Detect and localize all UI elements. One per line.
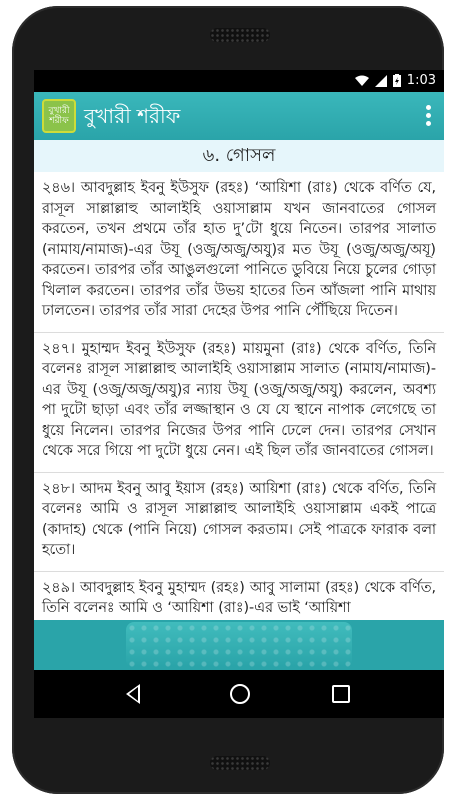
earpiece-speaker: [210, 28, 270, 42]
hadith-paragraph: ২৪৮। আদম ইবনু আবু ইয়াস (রহঃ) আয়িশা (রাঃ) থেকে বর্ণিত, তিনি বলেনঃ আমি ও রাসূল সাল্লাল্লাহু আলাইহি ওয়াসাল্লাম একই পাত্রে (কাদাহ) থেকে (পানি নিয়ে) গোসল করতাম। সেই পাত্রকে ফারাক বলা হতো।: [42, 480, 436, 558]
app-logo-icon[interactable]: বুখারী শরীফ: [42, 99, 76, 133]
hadith-content[interactable]: [34, 172, 444, 620]
hadith-paragraph: ২৪৬। আবদুল্লাহ ইবনু ইউসুফ (রহঃ) ‘আয়িশা (রাঃ) থেকে বর্ণিত যে, রাসূল সাল্লাল্লাহু আলাইহি ওয়াসাল্লাম যখন জানবাতের গোসল করতেন, তখন প্রথমে তাঁর হাত দু’টো ধুয়ে নিতেন। তারপর সালাত (নামায/নামাজ)-এর উযূ (ওজু/অজু/অযু)র মত উযূ (ওজু/অজু/অযূ) করতেন। তারপর তাঁর আঙুলগুলো পানিতে ডুবিয়ে নিয়ে চুলের গোড়া খিলাল করতেন। তারপর তাঁর উভয় হাতের তিন আঁজলা পানি মাথায় ঢালতেন। তারপর তাঁর সারা দেহের উপর পানি পৌঁছিয়ে দিতেন।: [42, 180, 436, 319]
hadith-paragraph: ২৪৭। মুহাম্মদ ইবনু ইউসুফ (রহঃ) মায়মুনা (রাঃ) থেকে বর্ণিত, তিনি বলেনঃ রাসূল সাল্লাল্লাহু আলাইহি ওয়াসাল্লাম সালাত (নামায/নামাজ)-এর উযূ (ওজু/অজু/অযু)র ন্যায় উযূ (ওজু/অজু/অযু) করলেন, অবশ্য পা দুটো ছাড়া এবং তাঁর লজ্জাস্থান ও যে যে স্থানে নাপাক লেগেছে তা ধুয়ে নিলেন। তারপর নিজের উপর পানি ঢেলে দেন। তারপর সেখান থেকে সরে গিয়ে পা দুটো ধুয়ে নেন। এই ছিল তাঁর জানবাতের গোসল।: [42, 340, 436, 459]
status-bar: [34, 70, 444, 92]
app-title: বুখারী শরীফ: [84, 104, 181, 128]
hadith-paragraph: ২৪৯। আবদুল্লাহ ইবনু মুহাম্মদ (রহঃ) আবু সালামা (রহঃ) থেকে বর্ণিত, তিনি বলেনঃ আমি ও ‘আয়িশা (রাঃ)-এর ভাই ‘আয়িশা: [42, 579, 436, 616]
wifi-icon: [355, 75, 369, 87]
chapter-title: ৬. গোসল: [34, 140, 444, 172]
app-bar: [34, 92, 444, 140]
battery-charging-icon: [393, 74, 401, 87]
home-icon[interactable]: [230, 684, 250, 704]
back-icon-inner: [129, 687, 138, 701]
recent-apps-icon[interactable]: [332, 685, 350, 703]
overflow-menu-icon[interactable]: [426, 105, 432, 127]
navigation-bar: [34, 670, 444, 718]
footer-banner: [34, 620, 444, 670]
bottom-speaker: [210, 756, 270, 770]
divider: [34, 472, 444, 473]
divider: [34, 332, 444, 333]
signal-icon: [375, 75, 387, 87]
screen: [34, 70, 444, 718]
status-time: 1:03: [406, 73, 436, 88]
divider: [34, 571, 444, 572]
phone-frame: [12, 6, 444, 794]
ornament-pattern: [126, 622, 352, 668]
